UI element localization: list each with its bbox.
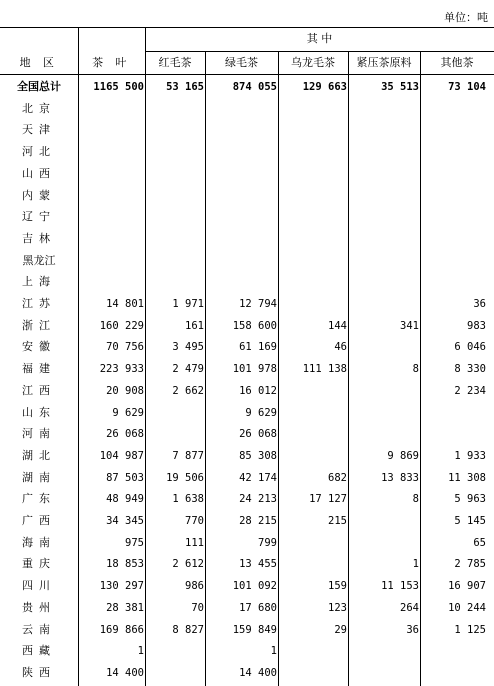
- cell-green: 13 455: [239, 558, 277, 571]
- cell-region: 安徽: [21, 340, 57, 354]
- cell-other: 65: [473, 536, 486, 549]
- cell-tea: 26 068: [106, 428, 144, 441]
- cell-region: 四川: [21, 579, 57, 593]
- cell-green: 12 794: [239, 298, 277, 310]
- cell-region: 浙江: [21, 318, 57, 332]
- cell-other: [420, 640, 486, 662]
- cell-region: 福建: [21, 362, 57, 376]
- cell-green: 24 213: [239, 493, 277, 506]
- cell-region: 西藏: [21, 644, 57, 658]
- cell-red: 2 612: [172, 558, 204, 571]
- cell-brick: 341: [400, 319, 419, 332]
- cell-red: [145, 98, 204, 120]
- cell-other: [420, 206, 486, 228]
- cell-region: 江西: [21, 383, 57, 397]
- cell-brick: [348, 293, 419, 315]
- cell-oolong: [278, 163, 347, 185]
- cell-red: [145, 206, 204, 228]
- cell-tea: 34 345: [106, 515, 144, 527]
- cell-green: [205, 206, 277, 228]
- cell-green: [205, 185, 277, 207]
- cell-oolong: 129 663: [302, 81, 347, 93]
- cell-tea: [78, 250, 144, 272]
- cell-brick: [348, 250, 419, 272]
- cell-region: 江苏: [21, 297, 57, 310]
- cell-region: 云南: [21, 622, 57, 636]
- header-other: 其他茶: [440, 56, 474, 69]
- cell-red: 2 662: [172, 384, 204, 397]
- cell-region: 内蒙: [21, 188, 57, 202]
- cell-oolong: [278, 185, 347, 207]
- cell-other: [420, 662, 486, 684]
- cell-brick: 1: [412, 558, 419, 571]
- header-group: 其 中: [306, 32, 333, 45]
- cell-other: [420, 163, 486, 185]
- cell-other: 2 785: [454, 558, 486, 571]
- cell-other: 5 963: [454, 493, 486, 506]
- cell-tea: 160 229: [99, 319, 144, 332]
- header-brick: 紧压茶原料: [356, 56, 412, 69]
- cell-green: 159 849: [232, 623, 277, 636]
- cell-green: 158 600: [232, 319, 277, 332]
- cell-tea: 48 949: [106, 493, 144, 506]
- cell-tea: 9 629: [112, 406, 144, 419]
- cell-oolong: [278, 423, 347, 445]
- cell-red: 7 877: [172, 449, 204, 462]
- cell-tea: 1165 500: [93, 81, 144, 93]
- cell-region: 山东: [21, 405, 57, 419]
- cell-red: 1 638: [172, 493, 204, 506]
- cell-red: [145, 163, 204, 185]
- cell-green: 16 012: [239, 384, 277, 397]
- cell-other: [420, 402, 486, 424]
- cell-green: 61 169: [239, 341, 277, 354]
- cell-brick: [348, 271, 419, 293]
- cell-other: 1 125: [454, 623, 486, 636]
- cell-tea: [78, 271, 144, 293]
- cell-tea: 28 381: [106, 601, 144, 614]
- cell-other: 10 244: [448, 601, 486, 614]
- cell-tea: 14 400: [106, 666, 144, 679]
- cell-oolong: [278, 119, 347, 141]
- cell-red: 19 506: [166, 471, 204, 484]
- cell-other: 73 104: [448, 81, 486, 93]
- cell-region: 湖南: [21, 470, 57, 484]
- cell-red: 53 165: [166, 81, 204, 93]
- cell-other: 36: [473, 298, 486, 310]
- cell-brick: 36: [406, 623, 419, 636]
- cell-oolong: [278, 402, 347, 424]
- cell-brick: 11 153: [381, 580, 419, 593]
- cell-oolong: [278, 141, 347, 163]
- cell-region: 广西: [21, 514, 57, 527]
- cell-brick: 264: [400, 601, 419, 614]
- cell-brick: [348, 141, 419, 163]
- cell-brick: 9 869: [387, 449, 419, 462]
- cell-green: 1: [270, 645, 277, 658]
- cell-red: 161: [185, 319, 204, 332]
- cell-tea: [78, 185, 144, 207]
- cell-other: 8 330: [454, 363, 486, 376]
- cell-oolong: [278, 250, 347, 272]
- cell-green: 17 680: [239, 601, 277, 614]
- cell-region: 湖北: [21, 448, 57, 462]
- cell-red: 70: [191, 601, 204, 614]
- cell-red: [145, 119, 204, 141]
- cell-tea: 1: [137, 645, 144, 658]
- cell-red: [145, 423, 204, 445]
- cell-brick: [348, 423, 419, 445]
- cell-tea: 14 801: [106, 298, 144, 310]
- header-region: 地 区: [19, 56, 59, 69]
- cell-red: 1 971: [172, 298, 204, 310]
- cell-green: 26 068: [239, 428, 277, 441]
- cell-red: 2 479: [172, 363, 204, 376]
- cell-red: [145, 228, 204, 250]
- cell-oolong: [278, 380, 347, 402]
- cell-red: [145, 271, 204, 293]
- cell-red: [145, 141, 204, 163]
- cell-other: 2 234: [454, 384, 486, 397]
- cell-oolong: 123: [328, 601, 347, 614]
- cell-other: 11 308: [448, 471, 486, 484]
- cell-tea: 70 756: [106, 341, 144, 354]
- cell-brick: 13 833: [381, 471, 419, 484]
- cell-red: [145, 185, 204, 207]
- cell-red: 770: [185, 515, 204, 527]
- cell-region: 重庆: [21, 557, 57, 571]
- cell-region: 贵州: [21, 600, 57, 614]
- cell-green: 9 629: [245, 406, 277, 419]
- cell-region: 辽宁: [21, 210, 57, 224]
- cell-tea: [78, 206, 144, 228]
- cell-region: 上海: [21, 275, 57, 289]
- cell-green: [205, 163, 277, 185]
- cell-other: [420, 141, 486, 163]
- cell-tea: [78, 119, 144, 141]
- cell-green: [205, 250, 277, 272]
- cell-oolong: [278, 640, 347, 662]
- cell-other: 983: [467, 319, 486, 332]
- cell-oolong: [278, 293, 347, 315]
- cell-oolong: 29: [334, 623, 347, 636]
- cell-other: [420, 185, 486, 207]
- cell-region: 吉林: [21, 231, 57, 245]
- cell-red: 111: [185, 536, 204, 549]
- cell-brick: [348, 228, 419, 250]
- cell-oolong: [278, 553, 347, 575]
- cell-red: 8 827: [172, 623, 204, 636]
- cell-green: [205, 141, 277, 163]
- cell-region: 河北: [21, 145, 57, 159]
- cell-brick: [348, 336, 419, 358]
- cell-oolong: 144: [328, 319, 347, 332]
- cell-other: [420, 119, 486, 141]
- cell-tea: 223 933: [99, 363, 144, 376]
- cell-tea: 20 908: [106, 384, 144, 397]
- cell-red: 986: [185, 580, 204, 593]
- cell-region: 广东: [21, 492, 57, 506]
- cell-region: 河南: [21, 427, 57, 441]
- cell-other: 5 145: [454, 515, 486, 527]
- cell-tea: 975: [125, 536, 144, 549]
- cell-brick: [348, 402, 419, 424]
- cell-tea: [78, 98, 144, 120]
- cell-green: [205, 271, 277, 293]
- cell-green: 101 978: [232, 363, 277, 376]
- cell-green: 42 174: [239, 471, 277, 484]
- cell-red: 3 495: [172, 341, 204, 354]
- cell-brick: 8: [412, 493, 419, 506]
- header-red: 红毛茶: [158, 56, 192, 69]
- cell-brick: [348, 532, 419, 554]
- header-tea: 茶 叶: [92, 56, 131, 69]
- cell-other: [420, 98, 486, 120]
- cell-oolong: [278, 662, 347, 684]
- cell-other: [420, 250, 486, 272]
- cell-brick: [348, 185, 419, 207]
- cell-green: 28 215: [239, 515, 277, 527]
- cell-tea: [78, 228, 144, 250]
- cell-oolong: 682: [328, 471, 347, 484]
- cell-red: [145, 662, 204, 684]
- unit-label: 单位：吨: [444, 11, 488, 24]
- cell-oolong: 215: [328, 515, 347, 527]
- cell-green: 85 308: [239, 449, 277, 462]
- header-oolong: 乌龙毛茶: [291, 56, 335, 69]
- cell-oolong: 17 127: [309, 493, 347, 506]
- cell-region: 海南: [21, 535, 57, 549]
- cell-tea: [78, 141, 144, 163]
- cell-oolong: [278, 271, 347, 293]
- cell-green: 799: [258, 536, 277, 549]
- cell-other: 1 933: [454, 449, 486, 462]
- cell-tea: 104 987: [99, 449, 144, 462]
- cell-brick: [348, 163, 419, 185]
- header-green: 绿毛茶: [225, 56, 258, 69]
- cell-oolong: 111 138: [302, 363, 347, 376]
- cell-tea: [78, 163, 144, 185]
- cell-brick: [348, 640, 419, 662]
- cell-region: 全国总计: [17, 80, 61, 93]
- cell-region: 陕西: [21, 665, 57, 679]
- cell-other: 6 046: [454, 341, 486, 354]
- cell-oolong: [278, 98, 347, 120]
- cell-tea: 130 297: [99, 580, 144, 593]
- cell-brick: [348, 380, 419, 402]
- cell-tea: 169 866: [99, 623, 144, 636]
- cell-red: [145, 640, 204, 662]
- cell-oolong: 159: [328, 580, 347, 593]
- cell-oolong: 46: [334, 341, 347, 354]
- cell-brick: [348, 510, 419, 532]
- cell-red: [145, 402, 204, 424]
- cell-other: [420, 228, 486, 250]
- cell-region: 黑龙江: [22, 253, 56, 267]
- cell-region: 山西: [21, 166, 57, 180]
- cell-brick: [348, 98, 419, 120]
- cell-brick: [348, 662, 419, 684]
- cell-oolong: [278, 445, 347, 467]
- cell-tea: 87 503: [106, 471, 144, 484]
- cell-green: [205, 228, 277, 250]
- cell-brick: 8: [412, 363, 419, 376]
- cell-red: [145, 250, 204, 272]
- cell-green: 874 055: [232, 81, 277, 93]
- cell-other: [420, 271, 486, 293]
- cell-oolong: [278, 206, 347, 228]
- cell-oolong: [278, 228, 347, 250]
- cell-green: [205, 98, 277, 120]
- cell-region: 北京: [21, 101, 57, 115]
- cell-brick: [348, 206, 419, 228]
- cell-brick: [348, 119, 419, 141]
- cell-other: 16 907: [448, 580, 486, 593]
- cell-green: 101 092: [232, 580, 277, 593]
- cell-region: 天津: [21, 123, 57, 137]
- cell-brick: 35 513: [381, 81, 419, 93]
- cell-other: [420, 423, 486, 445]
- cell-green: 14 400: [239, 666, 277, 679]
- cell-green: [205, 119, 277, 141]
- cell-tea: 18 853: [106, 558, 144, 571]
- cell-oolong: [278, 532, 347, 554]
